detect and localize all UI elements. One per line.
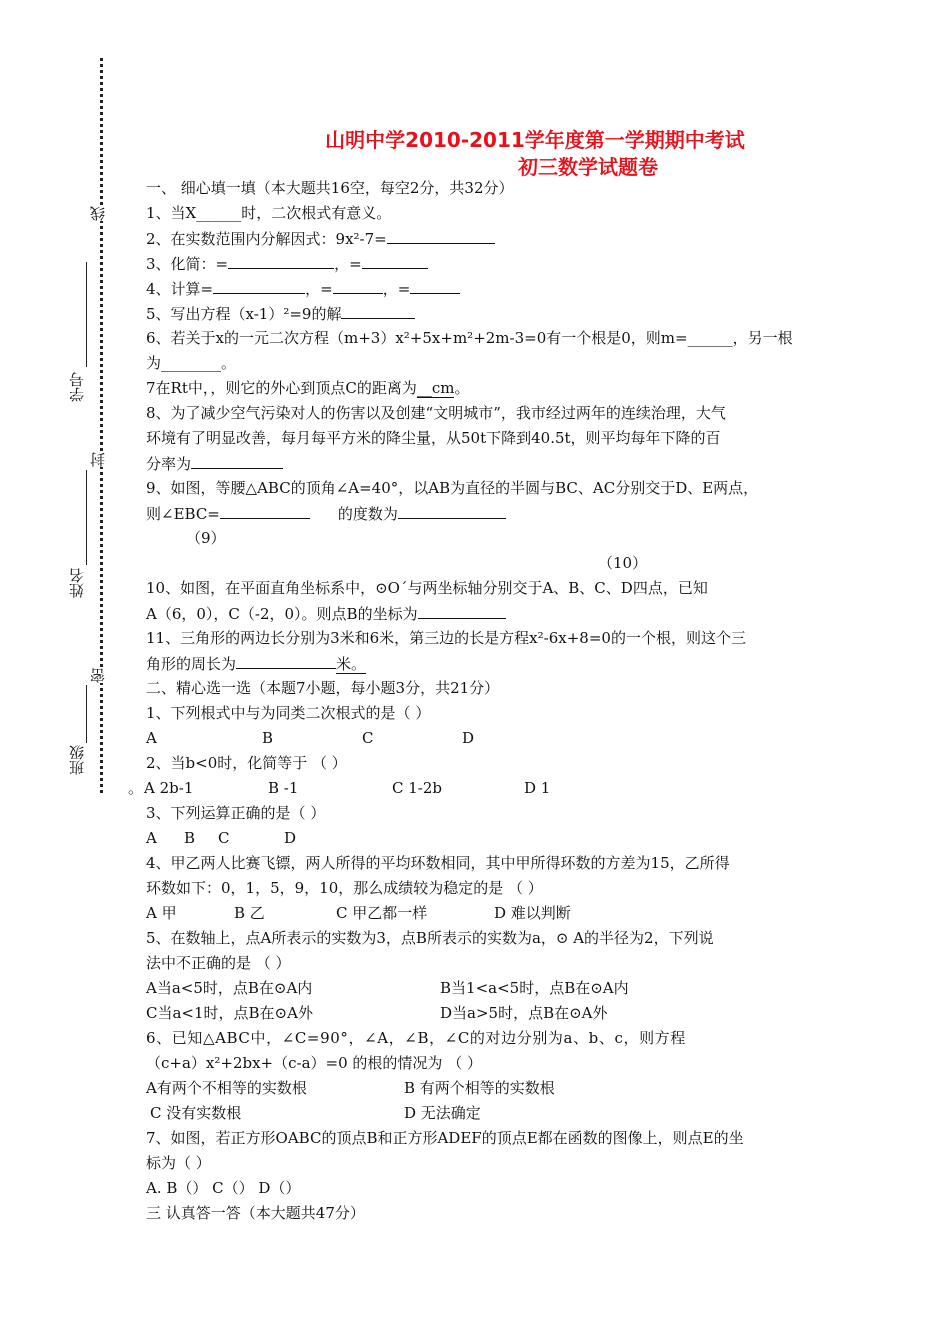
question-1-5: 5、写出方程（x-1）²=9的解 [146,303,415,324]
question-1-10a: 10、如图，在平面直角坐标系中，⊙O´与两坐标轴分别交于A、B、C、D四点，已知 [146,579,708,597]
exam-title: 山明中学2010-2011学年度第一学期期中考试 [325,128,745,152]
option-b[interactable]: B 乙 [234,904,265,922]
option-d[interactable]: D当a>5时，点B在⊙A外 [440,1004,608,1022]
answer-blank[interactable] [387,228,495,244]
question-2-4b: 环数如下：0，1，5，9，10，那么成绩较为稳定的是 （ ） [146,879,543,897]
question-1-9a: 9、如图，等腰△ABC的顶角∠A=40°，以AB为直径的半圆与BC、AC分别交于D、E两点， [146,479,759,497]
question-1-8c: 分率为 [146,453,283,474]
question-2-7b: 标为（ ） [146,1154,211,1172]
option-c[interactable]: C 1-2b [392,779,443,797]
question-2-7-options[interactable]: A. B（） C（） D（） [146,1179,301,1197]
student-number-label: 学号 [68,372,86,402]
option-d[interactable]: D [284,829,297,847]
answer-blank[interactable]: __cm [416,379,455,397]
seal-char-seal: 封 [89,452,107,467]
question-2-1-options [146,728,474,748]
option-c[interactable]: C [362,729,374,747]
option-a[interactable]: A有两个不相等的实数根 [146,1079,307,1097]
option-b[interactable]: B -1 [268,779,299,797]
option-b[interactable]: B 有两个相等的实数根 [404,1079,555,1097]
question-1-8a: 8、为了减少空气污染对人的伤害以及创建“文明城市”，我市经过两年的连续治理，大气 [146,404,726,422]
question-1-6b: 为________。 [146,354,237,372]
answer-blank[interactable] [398,503,506,519]
seal-char-secret: 密 [89,668,107,683]
option-c[interactable]: C [218,829,230,847]
question-2-7a: 7、如图，若正方形OABC的顶点B和正方形ADEF的顶点E都在函数的图像上，则点E的坐 [146,1129,744,1147]
question-2-2-options: 。A 2b-1 B -1 C 1-2b D 1 [128,779,551,797]
figure-9-label: （9） [186,529,226,547]
class-label: 班级 [68,745,86,775]
question-1-8b: 环境有了明显改善，每月每平方米的降尘量，从50t下降到40.5t，则平均每年下降的百 [146,429,721,447]
question-2-6b: （c+a）x²+2bx+（c-a）=0 的根的情况为 （ ） [146,1054,482,1072]
answer-blank[interactable] [220,503,310,519]
option-d[interactable]: D 难以判断 [494,904,571,922]
question-1-4: 4、计算= ，= ，= [146,278,460,299]
section2-heading: 二、精心选一选（本题7小题，每小题3分，共21分） [146,679,500,697]
question-2-3: 3、下列运算正确的是（ ） [146,804,326,822]
question-1-7: 7在Rt中，，则它的外心到顶点C的距离为__cm。 [146,379,470,397]
name-field[interactable] [86,470,87,565]
question-2-5-options-cd [146,1003,608,1023]
question-1-10b: A（6，0），C（-2，0）。则点B的坐标为 [146,603,506,624]
answer-blank[interactable] [418,603,506,619]
question-2-4-options [146,903,571,923]
answer-blank[interactable] [341,303,415,319]
question-1-6a: 6、若关于x的一元二次方程（m+3）x²+5x+m²+2m-3=0有一个根是0，则m=______，另一根 [146,329,793,347]
seal-char-line: 线 [89,206,107,221]
question-2-6-options-cd [150,1103,481,1123]
question-2-2: 2、当b<0时，化简等于 （ ） [146,754,347,772]
question-2-3-options [146,828,296,848]
option-c[interactable]: C当a<1时，点B在⊙A外 [146,1004,313,1022]
question-1-11a: 11、三角形的两边长分别为3米和6米，第三边的长是方程x²-6x+8=0的一个根，则这个三 [146,629,746,647]
answer-blank[interactable] [228,253,334,269]
answer-blank[interactable] [333,278,383,294]
option-a[interactable]: A当a<5时，点B在⊙A内 [146,979,313,997]
question-1-2: 2、在实数范围内分解因式：9x²-7= [146,228,495,249]
option-a[interactable]: A 甲 [146,904,177,922]
student-number-field[interactable] [86,262,87,367]
answer-blank[interactable] [191,453,283,469]
section3-heading: 三 认真答一答（本大题共47分） [146,1204,365,1222]
option-b[interactable]: B [262,729,274,747]
figure-10-label: （10） [598,554,648,572]
answer-blank[interactable] [213,278,305,294]
question-2-4a: 4、甲乙两人比赛飞镖，两人所得的平均环数相同，其中甲所得环数的方差为15，乙所得 [146,854,730,872]
option-a[interactable]: A [146,829,157,847]
answer-blank[interactable] [236,653,336,669]
answer-blank[interactable] [410,278,460,294]
question-1-9b: 则∠EBC= 的度数为 [146,503,506,524]
option-d[interactable]: D 无法确定 [404,1104,481,1122]
option-b[interactable]: B [184,829,196,847]
option-b[interactable]: B当1<a<5时，点B在⊙A内 [440,979,629,997]
question-2-6a: 6、已知△ABC中，∠C=90°，∠A，∠B，∠C的对边分别为a、b、c，则方程 [146,1029,686,1047]
option-d[interactable]: D 1 [524,779,551,797]
question-2-5-options-ab [146,978,629,998]
question-1-3: 3、化简：= ，= [146,253,428,274]
name-label: 姓名 [68,568,86,598]
question-2-6-options-ab [146,1078,555,1098]
option-c[interactable]: C 没有实数根 [150,1104,242,1122]
section1-heading: 一、 细心填一填（本大题共16空，每空2分，共32分） [146,179,514,197]
option-c[interactable]: C 甲乙都一样 [336,904,428,922]
option-d[interactable]: D [462,729,475,747]
option-a[interactable]: A 2b-1 [144,779,194,797]
question-1-1: 1、当X______时，二次根式有意义。 [146,204,392,222]
option-a[interactable]: A [146,729,157,747]
question-2-5a: 5、在数轴上，点A所表示的实数为3，点B所表示的实数为a，⊙ A的半径为2，下列说 [146,929,714,947]
question-2-1: 1、下列根式中与为同类二次根式的是（ ） [146,704,431,722]
question-1-11b: 角形的周长为 米。 [146,655,367,673]
answer-blank[interactable] [362,253,428,269]
question-2-5b: 法中不正确的是 （ ） [146,954,291,972]
class-field[interactable] [86,685,87,743]
exam-subtitle: 初三数学试题卷 [518,155,658,179]
